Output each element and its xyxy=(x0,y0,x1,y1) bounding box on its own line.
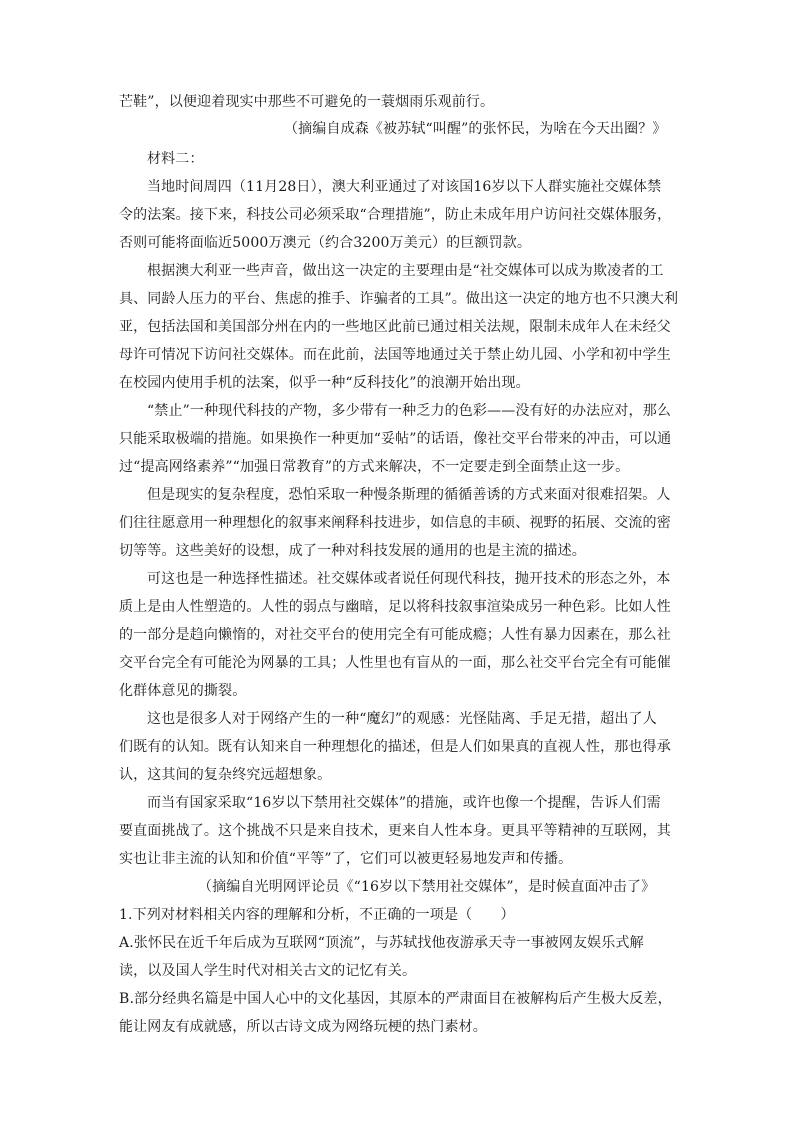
question-stem: 1.下列对材料相关内容的理解和分析，不正确的一项是（ ） xyxy=(119,907,515,923)
section-heading: 材料二： xyxy=(147,151,204,167)
answer-option: 读，以及国人学生时代对相关古文的记忆有关。 xyxy=(119,963,417,979)
text-line: 交平台完全有可能沦为网暴的工具；人性里也有盲从的一面，那么社交平台完全有可能催 xyxy=(119,655,671,671)
text-line: 可这也是一种选择性描述。社交媒体或者说任何现代科技，抛开技术的形态之外，本 xyxy=(147,571,671,587)
text-line: 但是现实的复杂程度，恐怕采取一种慢条斯理的循循善诱的方式来面对很难招架。人 xyxy=(147,487,671,503)
text-line: 令的法案。接下来，科技公司必须采取“合理措施”，防止未成年用户访问社交媒体服务， xyxy=(119,207,672,223)
source-citation: （摘编自光明网评论员《“16岁以下禁用社交媒体”，是时候直面冲击了》 xyxy=(198,879,656,895)
text-line: 亚，包括法国和美国部分州在内的一些地区此前已通过相关法规，限制未成年人在未经父 xyxy=(119,319,671,335)
text-line: 质上是由人性塑造的。人性的弱点与幽暗，足以将科技叙事渲染成另一种色彩。比如人性 xyxy=(119,599,671,615)
text-line: 芒鞋”，以便迎着现实中那些不可避免的一蓑烟雨乐观前行。 xyxy=(119,94,495,110)
answer-option: 能让网友有成就感，所以古诗文成为网络玩梗的热门素材。 xyxy=(119,1019,487,1035)
text-line: 要直面挑战了。这个挑战不只是来自技术，更来自人性本身。更具平等精神的互联网，其 xyxy=(119,823,671,839)
text-line: “禁止”一种现代科技的产物，多少带有一种乏力的色彩——没有好的办法应对，那么 xyxy=(147,403,672,419)
text-line: 母许可情况下访问社交媒体。而在此前，法国等地通过关于禁止幼儿园、小学和初中学生 xyxy=(119,347,671,363)
text-line: 实也让非主流的认知和价值“平等”了，它们可以被更轻易地发声和传播。 xyxy=(119,851,573,867)
text-line: 认，这其间的复杂终究远超想象。 xyxy=(119,767,332,783)
answer-option: A.张怀民在近千年后成为互联网“顶流”，与苏轼找他夜游承天寺一事被网友娱乐式解 xyxy=(119,935,644,951)
text-line: 过“提高网络素养”“加强日常教育”的方式来解决，不一定要走到全面禁止这一步。 xyxy=(119,459,630,475)
text-line: 切等等。这些美好的设想，成了一种对科技发展的通用的也是主流的描述。 xyxy=(119,543,586,559)
source-citation: （摘编自成森《被苏轼“叫醒”的张怀民，为啥在今天出圈？》 xyxy=(284,121,667,137)
text-line: 们既有的认知。既有认知来自一种理想化的描述，但是人们如果真的直视人性，那也得承 xyxy=(119,739,671,755)
text-line: 化群体意见的撕裂。 xyxy=(119,683,247,699)
text-line: 这也是很多人对于网络产生的一种“魔幻”的观感：光怪陆离、手足无措，超出了人 xyxy=(147,711,657,727)
answer-option: B.部分经典名篇是中国人心中的文化基因，其原本的严肃面目在被解构后产生极大反差， xyxy=(119,991,672,1007)
text-line: 根据澳大利亚一些声音，做出这一决定的主要理由是“社交媒体可以成为欺凌者的工 xyxy=(147,263,664,279)
text-line: 具、同龄人压力的平台、焦虑的推手、诈骗者的工具”。做出这一决定的地方也不只澳大利 xyxy=(119,291,679,307)
text-line: 的一部分是趋向懒惰的，对社交平台的使用完全有可能成瘾；人性有暴力因素在，那么社 xyxy=(119,627,671,643)
text-line: 只能采取极端的措施。如果换作一种更加“妥帖”的话语，像社交平台带来的冲击，可以通 xyxy=(119,431,672,447)
text-line: 在校园内使用手机的法案，似乎一种“反科技化”的浪潮开始出现。 xyxy=(119,375,530,391)
text-line: 们往往愿意用一种理想化的叙事来阐释科技进步，如信息的丰硕、视野的拓展、交流的密 xyxy=(119,515,671,531)
text-line: 当地时间周四（11月28日），澳大利亚通过了对该国16岁以下人群实施社交媒体禁 xyxy=(147,179,662,195)
text-line: 否则可能将面临近5000万澳元（约合3200万美元）的巨额罚款。 xyxy=(119,235,532,251)
text-line: 而当有国家采取“16岁以下禁用社交媒体”的措施，或许也像一个提醒，告诉人们需 xyxy=(147,795,661,811)
